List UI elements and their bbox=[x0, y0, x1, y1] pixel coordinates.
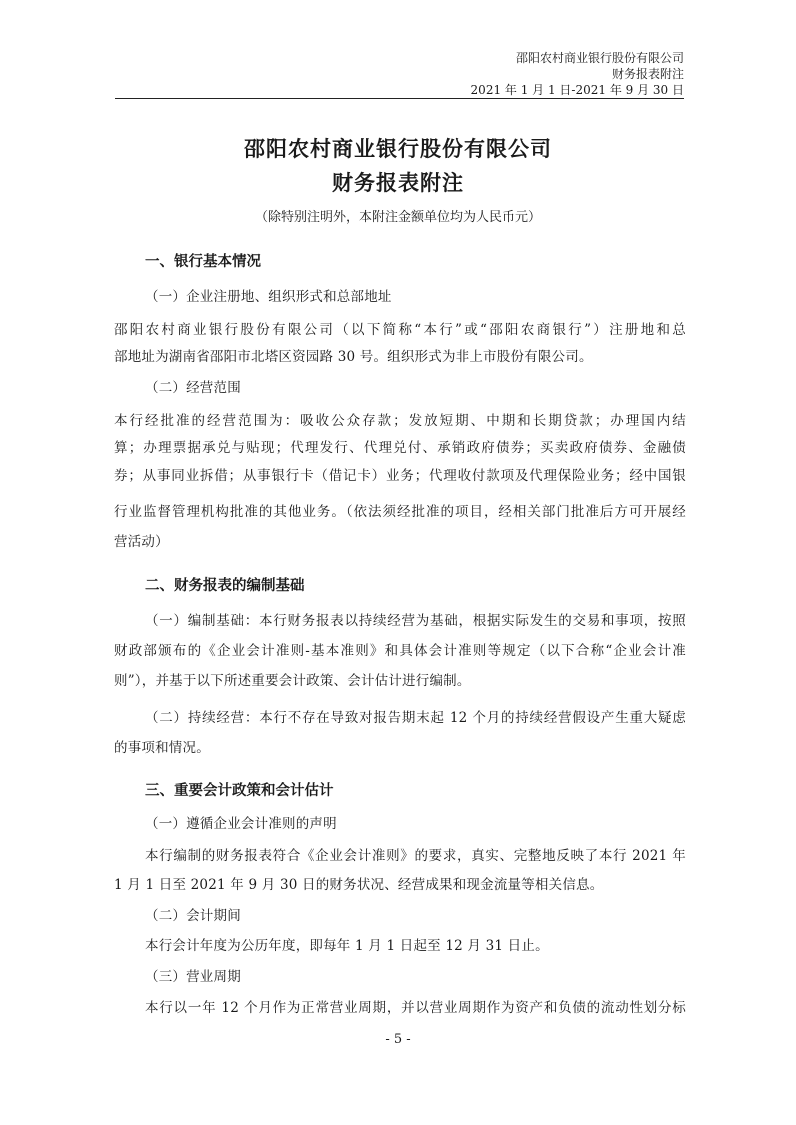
s2-p1-line: （一）编制基础：本行财务报表以持续经营为基础，根据实际发生的交易和事项，按照 bbox=[145, 613, 686, 629]
s1-p1-line: 部地址为湖南省邵阳市北塔区资园路 30 号。组织形式为非上市股份有限公司。 bbox=[114, 349, 593, 365]
s1-p2-line: 算；办理票据承兑与贴现；代理发行、代理兑付、承销政府债券；买卖政府债券、金融债 bbox=[114, 440, 686, 456]
unit-note: （除特别注明外，本附注金额单位均为人民币元） bbox=[254, 210, 541, 225]
s3-p3: 本行以一年 12 个月作为正常营业周期，并以营业周期作为资产和负债的流动性划分标 bbox=[145, 1000, 686, 1016]
section-3-heading: 三、重要会计政策和会计估计 bbox=[145, 783, 334, 799]
header-divider bbox=[115, 98, 684, 99]
s2-p2-line: （二）持续经营：本行不存在导致对报告期末起 12 个月的持续经营假设产生重大疑虑 bbox=[145, 710, 686, 726]
page-number: - 5 - bbox=[385, 1032, 411, 1047]
s3-sub3: （三）营业周期 bbox=[145, 969, 241, 985]
section-1-heading: 一、银行基本情况 bbox=[145, 254, 261, 270]
s1-p1-line: 邵阳农村商业银行股份有限公司（以下简称“本行”或“邵阳农商银行”）注册地和总 bbox=[114, 322, 686, 338]
s1-sub1: （一）企业注册地、组织形式和总部地址 bbox=[145, 289, 392, 305]
s1-p2-line: 本行经批准的经营范围为：吸收公众存款；发放短期、中期和长期贷款；办理国内结 bbox=[114, 413, 686, 429]
section-2-heading: 二、财务报表的编制基础 bbox=[145, 578, 305, 594]
s3-p2: 本行会计年度为公历年度，即每年 1 月 1 日起至 12 月 31 日止。 bbox=[145, 938, 549, 954]
s1-p2-line: 行业监督管理机构批准的其他业务。（依法须经批准的项目，经相关部门批准后方可开展经 bbox=[114, 504, 686, 520]
header-period: 2021 年 1 月 1 日-2021 年 9 月 30 日 bbox=[470, 83, 684, 97]
s3-p1-line: 1 月 1 日至 2021 年 9 月 30 日的财务状况、经营成果和现金流量等相关信息。 bbox=[114, 877, 604, 893]
header-doc-title: 财务报表附注 bbox=[611, 67, 684, 81]
s1-p2-line: 营活动） bbox=[114, 534, 169, 550]
s2-p1-line: 则”），并基于以下所述重要会计政策、会计估计进行编制。 bbox=[114, 673, 471, 689]
doc-title-line1: 邵阳农村商业银行股份有限公司 bbox=[244, 136, 552, 161]
doc-title-line2: 财务报表附注 bbox=[332, 170, 464, 195]
s2-p1-line: 财政部颁布的《企业会计准则-基本准则》和具体会计准则等规定（以下合称“企业会计准 bbox=[114, 643, 686, 659]
s1-p2-line: 券；从事同业拆借；从事银行卡（借记卡）业务；代理收付款项及代理保险业务；经中国银 bbox=[114, 468, 686, 484]
header-company: 邵阳农村商业银行股份有限公司 bbox=[515, 51, 684, 65]
s2-p2-line: 的事项和情况。 bbox=[114, 740, 210, 756]
s3-sub2: （二）会计期间 bbox=[145, 908, 241, 924]
s3-p1-line: 本行编制的财务报表符合《企业会计准则》的要求，真实、完整地反映了本行 2021 年 bbox=[145, 848, 686, 864]
s1-sub2: （二）经营范围 bbox=[145, 380, 241, 396]
s3-sub1: （一）遵循企业会计准则的声明 bbox=[145, 816, 337, 832]
